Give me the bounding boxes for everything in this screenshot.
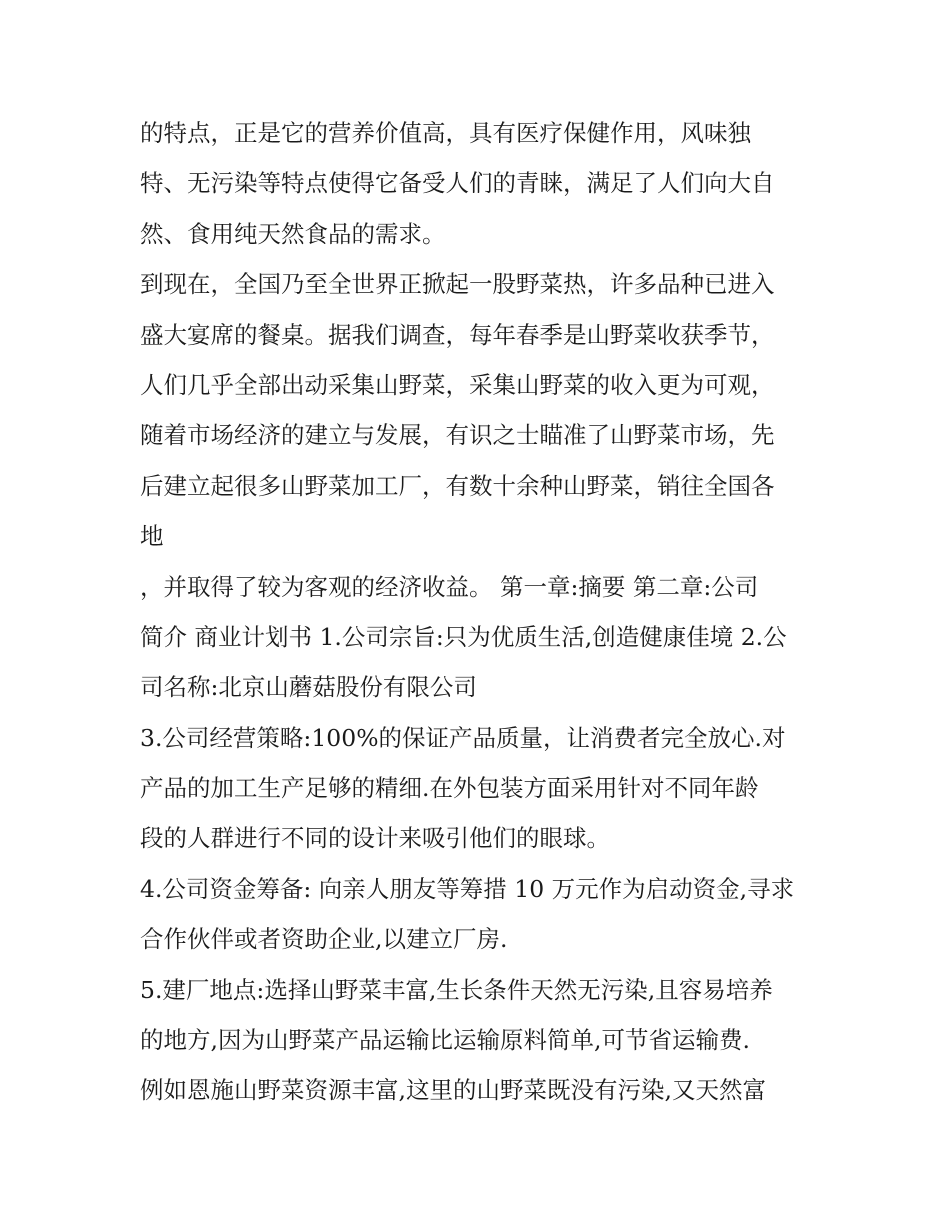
text-line: 4.公司资金筹备: 向亲人朋友等筹措 10 万元作为启动资金,寻求	[140, 874, 795, 903]
text-line: 段的人群进行不同的设计来吸引他们的眼球。	[140, 824, 610, 853]
text-line: 例如恩施山野菜资源丰富,这里的山野菜既没有污染,又天然富	[140, 1076, 766, 1105]
text-line: 的特点，正是它的营养价值高，具有医疗保健作用，风味独	[140, 119, 751, 147]
text-line: 地	[140, 522, 164, 551]
text-line: 人们几乎全部出动采集山野菜，采集山野菜的收入更为可观，	[140, 370, 775, 399]
text-line: 随着市场经济的建立与发展，有识之士瞄准了山野菜市场，先	[140, 421, 775, 450]
text-line: 简介 商业计划书 1.公司宗旨:只为优质生活,创造健康佳境 2.公	[140, 622, 787, 651]
text-line: 特、无污染等特点使得它备受人们的青睐，满足了人们向大自	[140, 169, 775, 198]
text-line: 然、食用纯天然食品的需求。	[140, 219, 446, 248]
text-line: 司名称:北京山蘑菇股份有限公司	[140, 673, 477, 702]
text-line: ，并取得了较为客观的经济收益。 第一章:摘要 第二章:公司	[140, 572, 759, 601]
text-line: 5.建厂地点:选择山野菜丰富,生长条件天然无污染,且容易培养	[140, 975, 773, 1004]
document-body	[140, 108, 820, 1116]
text-line: 后建立起很多山野菜加工厂，有数十余种山野菜，销往全国各	[140, 471, 775, 500]
text-line: 到现在，全国乃至全世界正掀起一股野菜热，许多品种已进入	[140, 270, 775, 299]
text-line: 盛大宴席的餐桌。据我们调查，每年春季是山野菜收获季节，	[140, 320, 775, 349]
text-line: 3.公司经营策略:100%的保证产品质量，让消费者完全放心.对	[140, 723, 786, 752]
text-line: 的地方,因为山野菜产品运输比运输原料简单,可节省运输费.	[140, 1026, 750, 1055]
text-line: 合作伙伴或者资助企业,以建立厂房.	[140, 925, 508, 954]
text-line: 产品的加工生产足够的精细.在外包装方面采用针对不同年龄	[140, 774, 759, 803]
